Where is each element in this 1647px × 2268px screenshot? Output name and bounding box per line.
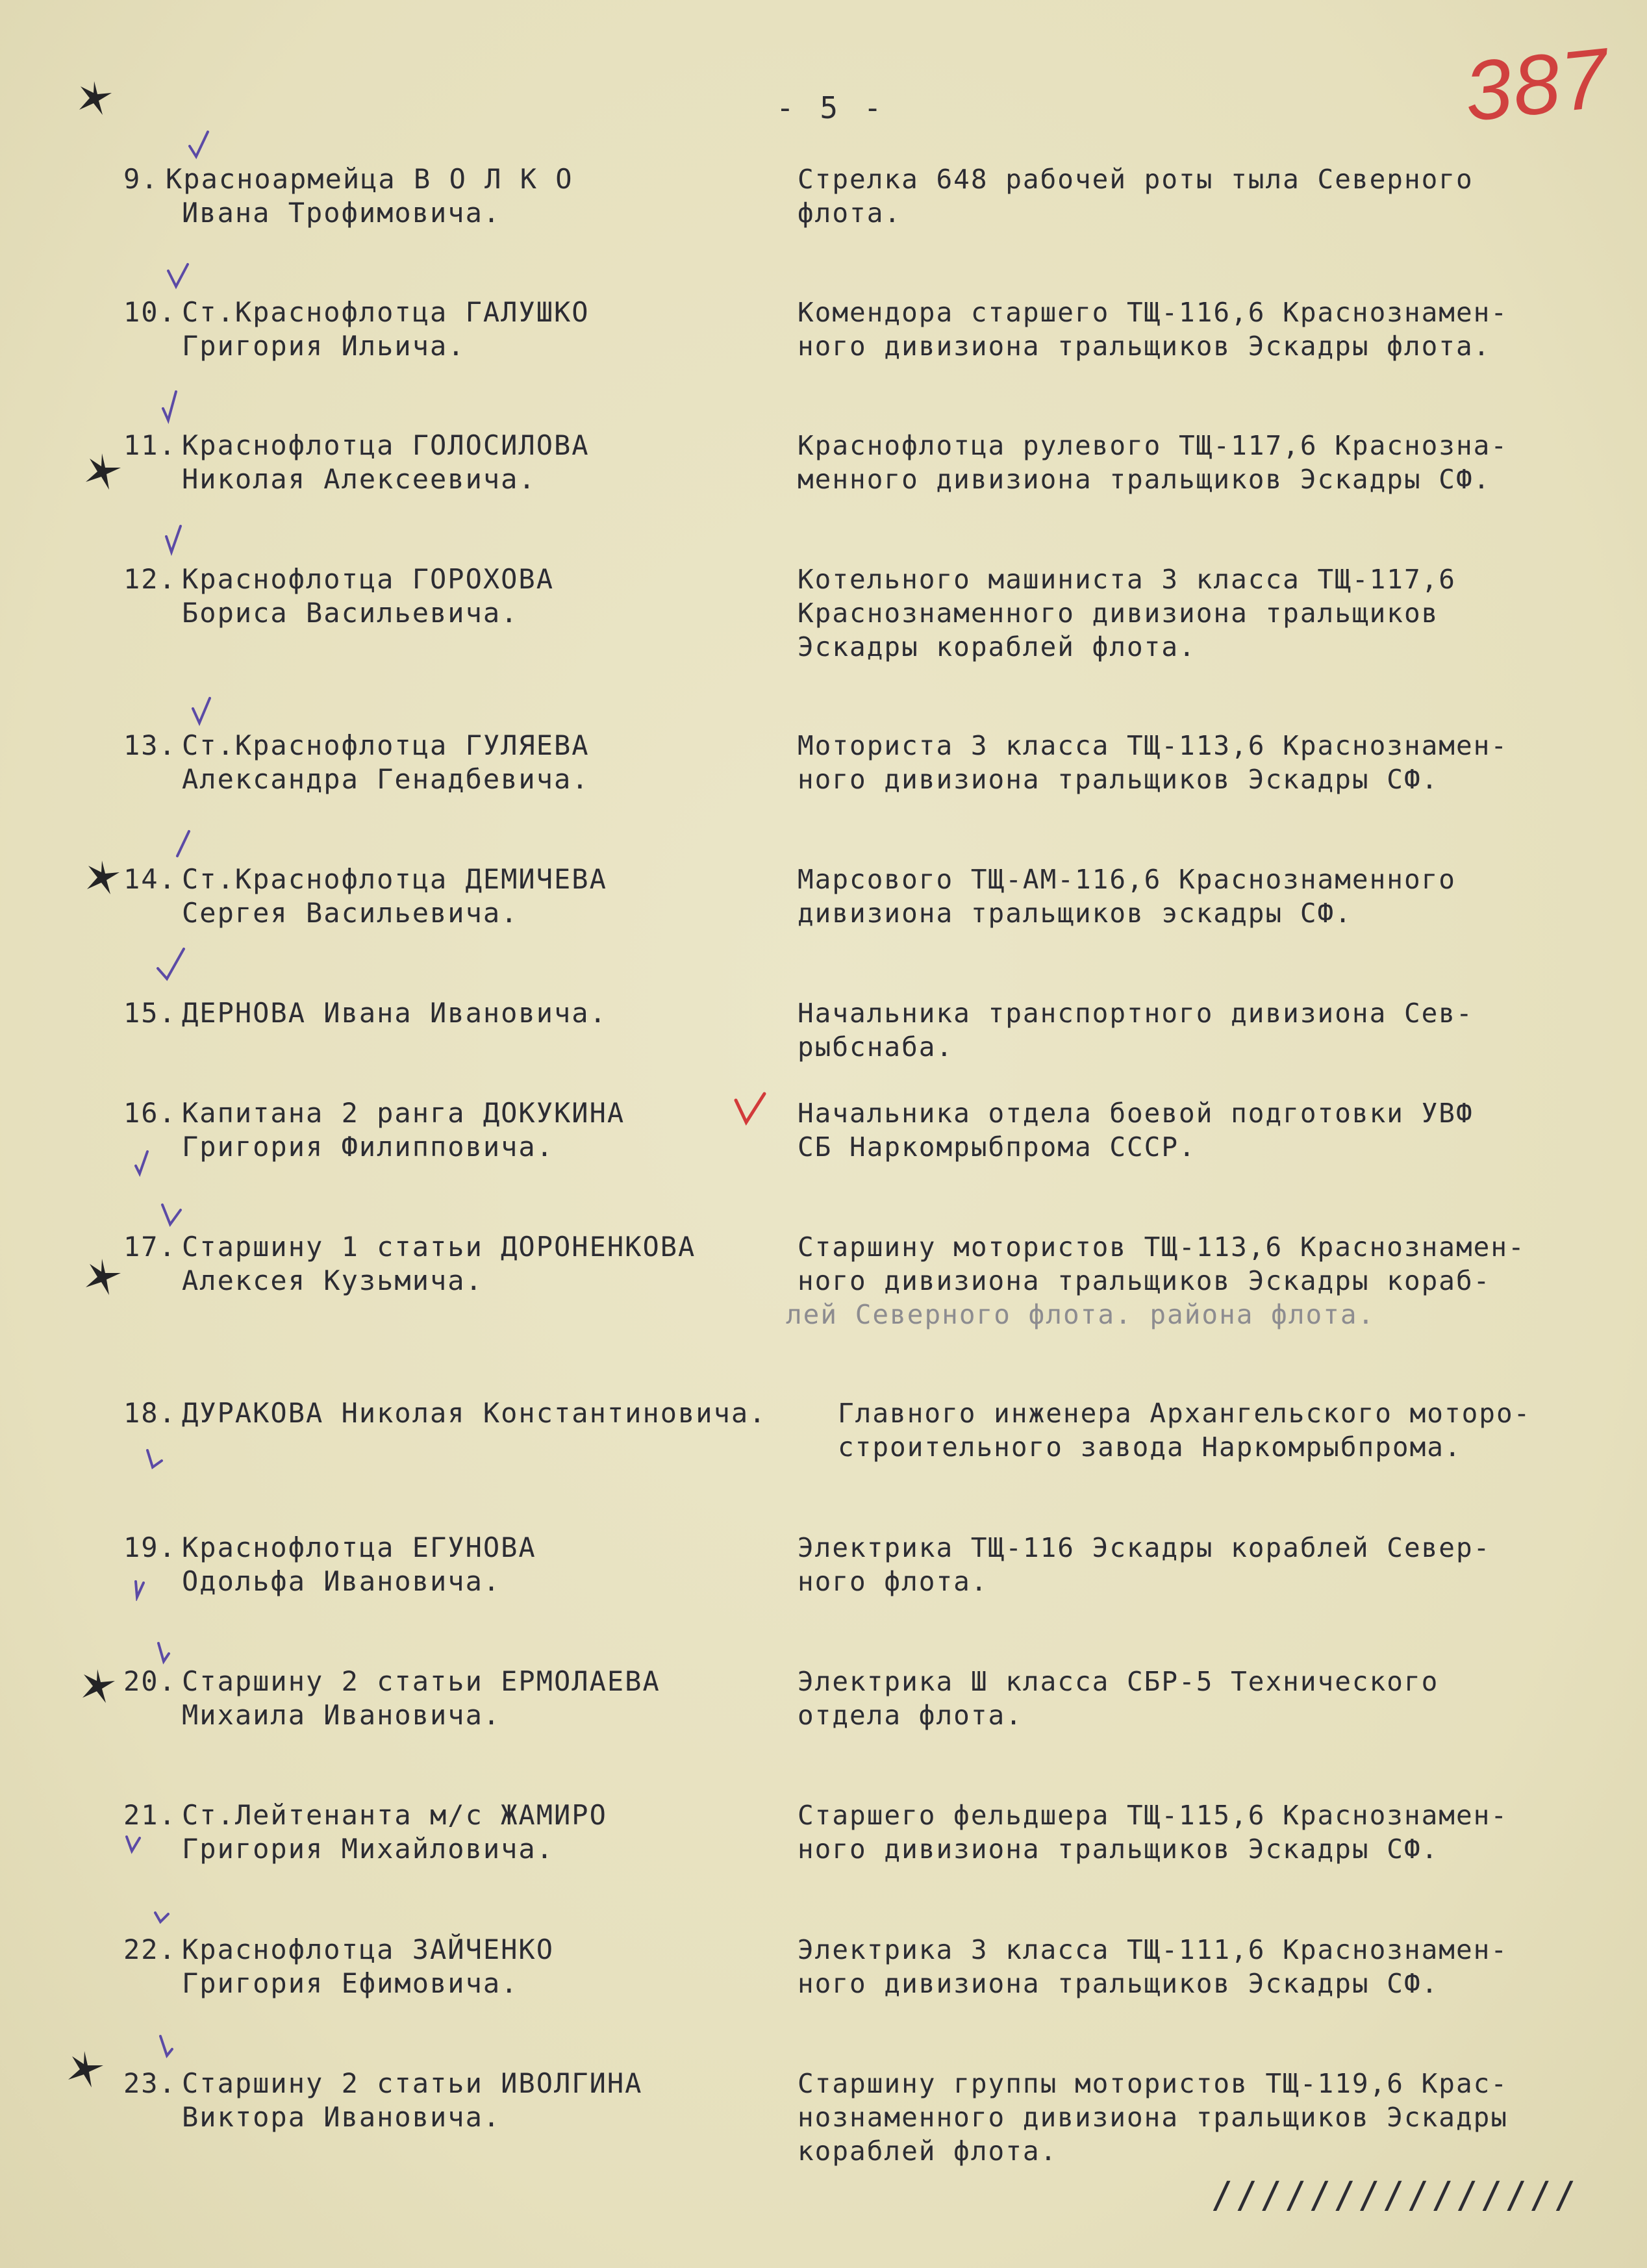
entry-17-name-line1: Старшину 1 статьи ДОРОНЕНКОВА <box>182 1231 696 1263</box>
entry-23-name-line1: Старшину 2 статьи ИВОЛГИНА <box>182 2067 643 2099</box>
check-mark-icon <box>127 1562 166 1601</box>
page-number: - 5 - <box>776 90 886 125</box>
entry-14-position-line2: дивизиона тральщиков эскадры СФ. <box>798 898 1352 929</box>
check-mark-icon <box>156 520 195 559</box>
entry-22-number: 22. <box>123 1934 177 1965</box>
check-mark-icon <box>182 127 221 166</box>
check-mark-icon <box>156 1198 195 1237</box>
check-mark-icon <box>153 945 192 984</box>
binding-hole-icon <box>55 2039 114 2098</box>
footer-marks: /////////////// <box>1211 2174 1579 2217</box>
binding-hole-icon <box>73 848 131 906</box>
entry-20-name-line2: Михаила Ивановича. <box>182 1699 501 1731</box>
entry-12-name-line1: Краснофлотца ГОРОХОВА <box>182 563 555 595</box>
entry-23-number: 23. <box>123 2067 177 2099</box>
check-mark-icon <box>149 1637 188 1676</box>
entry-22-position-line2: ного дивизиона тральщиков Эскадры СФ. <box>798 1968 1439 1999</box>
entry-15-position-line1: Начальника транспортного дивизиона Сев- <box>798 998 1474 1029</box>
entry-20-name-line1: Старшину 2 статьи ЕРМОЛАЕВА <box>182 1665 660 1697</box>
check-mark-icon <box>127 1140 166 1179</box>
entry-19-position-line1: Электрика ТЩ-116 Эскадры кораблей Север- <box>798 1532 1491 1563</box>
entry-11-name-line1: Краснофлотца ГОЛОСИЛОВА <box>182 429 590 461</box>
entry-18-name-line1: ДУРАКОВА Николая Константиновича. <box>182 1397 767 1429</box>
entry-21-name-line1: Ст.Лейтенанта м/с ЖАМИРО <box>182 1799 607 1831</box>
check-mark-icon <box>159 257 198 296</box>
binding-hole-icon <box>65 68 123 127</box>
entry-21-number: 21. <box>123 1799 177 1831</box>
entry-22-name-line2: Григория Ефимовича. <box>182 1967 519 1999</box>
entry-19-name-line2: Одольфа Ивановича. <box>182 1565 501 1597</box>
entry-9-name-line1: Красноармейца В О Л К О <box>166 163 573 195</box>
entry-9-position-line1: Стрелка 648 рабочей роты тыла Северного <box>798 164 1474 195</box>
check-mark-icon <box>185 692 224 731</box>
entry-13-number: 13. <box>123 729 177 761</box>
entry-23-name-line2: Виктора Ивановича. <box>182 2101 501 2133</box>
check-mark-icon <box>153 386 192 425</box>
entry-21-position-line1: Старшего фельдшера ТЩ-115,6 Краснознамен- <box>798 1800 1509 1831</box>
entry-13-name-line1: Ст.Краснофлотца ГУЛЯЕВА <box>182 729 590 761</box>
entry-9-name-line2: Ивана Трофимовича. <box>182 197 501 229</box>
entry-20-number: 20. <box>123 1665 177 1697</box>
entry-18-position-line2: строительного завода Наркомрыбпрома. <box>838 1431 1462 1463</box>
entry-12-position-line3: Эскадры кораблей флота. <box>798 631 1196 662</box>
entry-12-position-line1: Котельного машиниста 3 класса ТЩ-117,6 <box>798 564 1456 595</box>
entry-21-name-line2: Григория Михайловича. <box>182 1833 555 1865</box>
entry-12-position-line2: Краснознаменного дивизиона тральщиков <box>798 598 1439 629</box>
entry-23-position-line3: кораблей флота. <box>798 2136 1058 2167</box>
entry-17-number: 17. <box>123 1231 177 1263</box>
entry-22-name-line1: Краснофлотца ЗАЙЧЕНКО <box>182 1934 555 1965</box>
entry-10-number: 10. <box>123 296 177 328</box>
entry-19-position-line2: ного флота. <box>798 1566 988 1597</box>
entry-21-position-line2: ного дивизиона тральщиков Эскадры СФ. <box>798 1833 1439 1865</box>
check-mark-icon <box>140 1439 179 1478</box>
entry-15-number: 15. <box>123 997 177 1029</box>
binding-hole-icon <box>73 442 131 500</box>
entry-12-number: 12. <box>123 563 177 595</box>
entry-19-number: 19. <box>123 1531 177 1563</box>
check-mark-icon <box>146 1900 185 1939</box>
entry-11-position-line1: Краснофлотца рулевого ТЩ-117,6 Краснозна- <box>798 430 1509 461</box>
entry-17-name-line2: Алексея Кузьмича. <box>182 1265 483 1296</box>
entry-11-name-line2: Николая Алексеевича. <box>182 463 536 495</box>
entry-10-position-line2: ного дивизиона тральщиков Эскадры флота. <box>798 331 1491 362</box>
entry-18-position-line1: Главного инженера Архангельского моторо- <box>838 1398 1531 1429</box>
entry-14-name-line1: Ст.Краснофлотца ДЕМИЧЕВА <box>182 863 607 895</box>
binding-hole-icon <box>68 1656 127 1715</box>
archive-number: 387 <box>1459 29 1614 140</box>
entry-16-position-line2: СБ Наркомрыбпрома СССР. <box>798 1131 1196 1163</box>
binding-hole-icon <box>73 1247 131 1305</box>
entry-18-number: 18. <box>123 1397 177 1429</box>
entry-9-position-line2: флота. <box>798 197 902 229</box>
entry-16-name-line2: Григория Филипповича. <box>182 1131 555 1163</box>
entry-15-position-line2: рыбснаба. <box>798 1031 954 1063</box>
entry-10-name-line1: Ст.Краснофлотца ГАЛУШКО <box>182 296 590 328</box>
entry-12-name-line2: Бориса Васильевича. <box>182 597 519 629</box>
entry-13-name-line2: Александра Генадбевича. <box>182 763 590 795</box>
entry-13-position-line2: ного дивизиона тральщиков Эскадры СФ. <box>798 764 1439 795</box>
entry-17-overstruck-line: лей Северного флота. района флота. <box>786 1299 1376 1330</box>
entry-14-name-line2: Сергея Васильевича. <box>182 897 519 929</box>
entry-16-position-line1: Начальника отдела боевой подготовки УВФ <box>798 1098 1474 1129</box>
entry-15-name-line1: ДЕРНОВА Ивана Ивановича. <box>182 997 607 1029</box>
check-mark-icon <box>120 1825 159 1864</box>
entry-11-number: 11. <box>123 429 177 461</box>
entry-9-number: 9. <box>123 163 159 195</box>
entry-11-position-line2: менного дивизиона тральщиков Эскадры СФ. <box>798 464 1491 495</box>
entry-17-position-line1: Старшину мотористов ТЩ-113,6 Краснознамен- <box>798 1231 1526 1263</box>
entry-20-position-line1: Электрика Ш класса СБР-5 Технического <box>798 1666 1439 1697</box>
check-mark-icon <box>153 2030 192 2069</box>
entry-16-name-line1: Капитана 2 ранга ДОКУКИНА <box>182 1097 625 1129</box>
entry-14-number: 14. <box>123 863 177 895</box>
check-mark-icon <box>731 1091 770 1130</box>
entry-19-name-line1: Краснофлотца ЕГУНОВА <box>182 1531 536 1563</box>
entry-22-position-line1: Электрика 3 класса ТЩ-111,6 Краснознамен- <box>798 1934 1509 1965</box>
entry-10-position-line1: Комендора старшего ТЩ-116,6 Краснознамен- <box>798 297 1509 328</box>
entry-17-position-line2: ного дивизиона тральщиков Эскадры кораб- <box>798 1265 1491 1296</box>
entry-20-position-line2: отдела флота. <box>798 1700 1023 1731</box>
entry-10-name-line2: Григория Ильича. <box>182 330 466 362</box>
entry-23-position-line1: Старшину группы мотористов ТЩ-119,6 Крас- <box>798 2068 1509 2099</box>
entry-14-position-line1: Марсового ТЩ-АМ-116,6 Краснознаменного <box>798 864 1456 895</box>
entry-13-position-line1: Моториста 3 класса ТЩ-113,6 Краснознамен- <box>798 730 1509 761</box>
check-mark-icon <box>166 825 205 864</box>
entry-23-position-line2: нознаменного дивизиона тральщиков Эскадры <box>798 2102 1509 2133</box>
entry-16-number: 16. <box>123 1097 177 1129</box>
